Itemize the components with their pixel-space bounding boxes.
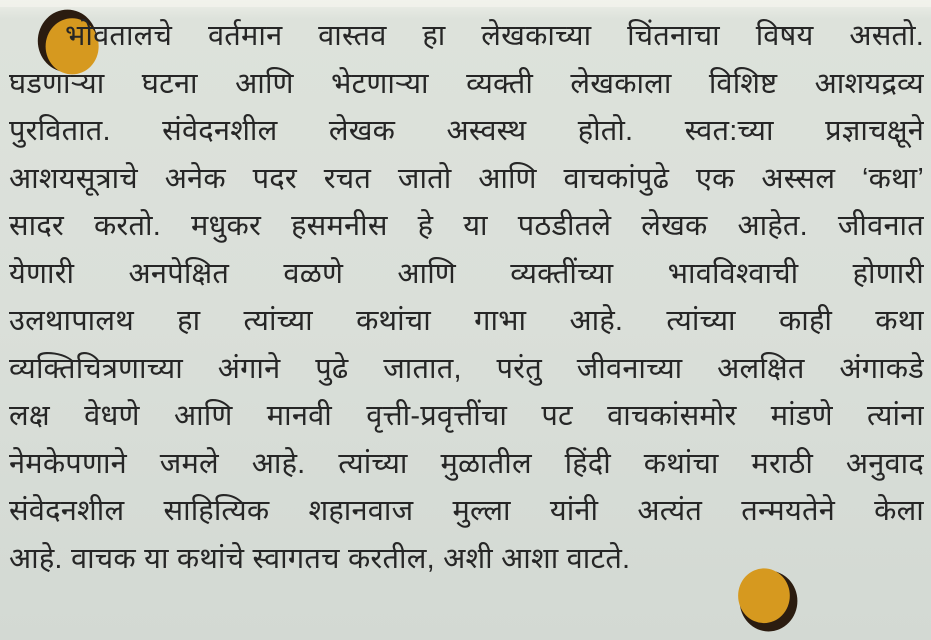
text-line: सादर करतो. मधुकर हसमनीस हे या पठडीतले लेखक आहेत. जीवनात <box>9 210 924 242</box>
text-line: संवेदनशील साहित्यिक शहानवाज मुल्ला यांनी अत्यंत तन्मयतेने केला <box>9 495 924 527</box>
text-line: व्यक्तिचित्रणाच्या अंगाने पुढे जातात, परंतु जीवनाच्या अलक्षित अंगाकडे <box>9 352 924 385</box>
text-line: पुरवितात. संवेदनशील लेखक अस्वस्थ होतो. स्वत:च्या प्रज्ञाचक्षूने <box>9 115 924 147</box>
text-line: घडणाऱ्या घटना आणि भेटणाऱ्या व्यक्ती लेखकाला विशिष्ट आशयद्रव्य <box>9 67 924 100</box>
text-line: नेमकेपणाने जमले आहे. त्यांच्या मुळातील हिंदी कथांचा मराठी अनुवाद <box>9 447 924 480</box>
text-line: आहे. वाचक या कथांचे स्वागतच करतील, अशी आशा वाटते. <box>9 542 631 575</box>
text-line: उलथापालथ हा त्यांच्या कथांचा गाभा आहे. त्यांच्या काही कथा <box>9 305 924 337</box>
text-line: आशयसूत्राचे अनेक पदर रचत जातो आणि वाचकांपुढे एक अस्सल ‘कथा’ <box>9 162 924 195</box>
text-line: लक्ष वेधणे आणि मानवी वृत्ती-प्रवृत्तींचा पट वाचकांसमोर मांडणे त्यांना <box>9 400 924 432</box>
text-line: भोवतालचे वर्तमान वास्तव हा लेखकाच्या चिंतनाचा विषय असतो. <box>65 20 924 52</box>
text-line: येणारी अनपेक्षित वळणे आणि व्यक्तींच्या भावविश्वाची होणारी <box>9 257 924 290</box>
blurb-paragraph <box>9 13 924 583</box>
